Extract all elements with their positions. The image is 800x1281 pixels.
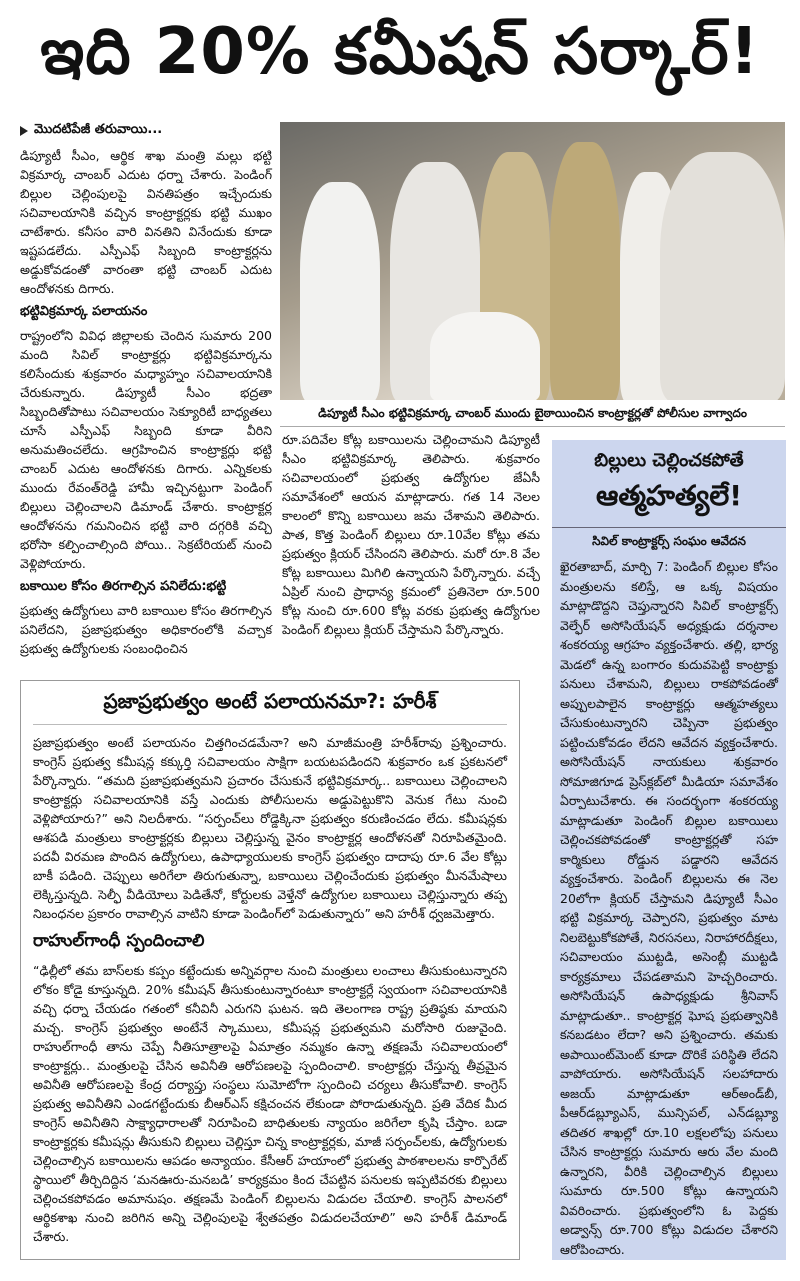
- continuation-label: మొదటిపేజీ తరువాయి...: [34, 122, 163, 137]
- sidebar-kicker: బిల్లులు చెల్లించకపోతే: [594, 450, 744, 471]
- news-photo: [280, 122, 785, 400]
- subheading-dues: బకాయిల కోసం తిరగాల్సిన పనిలేదు:భట్టి: [20, 579, 227, 594]
- intro-paragraph: డిప్యూటీ సీఎం, ఆర్థిక శాఖ మంత్రి మల్లు భట్టి విక్రమార్క చాంబర్ ఎదుట ధర్నా చేశారు. పెండింగ్ బిల్లుల చెల్లింపులపై వినతిపత్రం ఇచ్చేందుకు సచివాలయానికి వచ్చిన కాంట్రాక్టర్లకు భట్టి ముఖం చాటేశారు. కనీసం వారి వినతిని వినేందుకు కూడా ఇష్టపడలేదు. ఎస్పీఎఫ్ సిబ్బంది కాంట్రాక్టర్లను అడ్డుకోవడంతో వారంతా భట్టి చాంబర్ ఎదుట ఆందోళనకు దిగారు.: [20, 148, 272, 296]
- middle-column: [282, 430, 540, 639]
- sidebar-story: [552, 440, 786, 1260]
- middle-paragraph: రూ.పదివేల కోట్ల బకాయిలను చెల్లించామని డిప్యూటీ సీఎం భట్టివిక్రమార్క తెలిపారు. శుక్రవారం సచివాలయంలో ప్రభుత్వ ఉద్యోగుల జేఏసీ సమావేశంలో ఆయన మాట్లాడారు. గత 14 నెలల కాలంలో కొన్ని బకాయిలు జమ చేశామని తెలిపారు. పాత, కొత్త పెండింగ్ బిల్లులు రూ.10వేల కోట్లు తమ ప్రభుత్వం క్లియర్ చేసిందని తెలిపారు. మరో రూ.8 వేల కోట్ల బకాయిలు మిగిలి ఉన్నాయని పేర్కొన్నారు. వచ్చే ఏప్రిల్ నుంచి ప్రాధాన్య క్రమంలో ప్రతినెలా రూ.500 కోట్ల నుంచి రూ.600 కోట్ల వరకు ప్రభుత్వ ఉద్యోగుల పెండింగ్ బిల్లులు క్లియర్ చేస్తామని పేర్కొన్నారు.: [282, 432, 540, 637]
- harish-paragraph-1: ప్రజాప్రభుత్వం అంటే పలాయనం చిత్తగించడమేనా? అని మాజీమంత్రి హరీశ్‌రావు ప్రశ్నించారు. కాంగ్రెస్ ప్రభుత్వ కమీషన్ల కక్కుర్తి సచివాలయం సాక్షిగా బయటపడిందని శుక్రవారం ఒక ప్రకటనలో పేర్కొన్నారు. “తమది ప్రజాప్రభుత్వమని ప్రచారం చేసుకునే భట్టివిక్రమార్క.. బకాయిలు చెల్లించాలని కాంట్రాక్టర్లు సచివాలయానికి వస్తే ఎందుకు పోలీసులను అడ్డుపెట్టుకొని వెనుక గేటు నుంచి వెళ్లిపోయారు?” అని నిలదీశారు. “సర్పంచ్‌లు రోడ్డెక్కినా ప్రభుత్వం కరుణించడం లేదు. కమీషన్లకు ఆశపడి మంత్రులు కాంట్రాక్టర్లకు బిల్లులు చెల్లిస్తున్న వైనం కాంట్రాక్టర్ల ఆందోళనతో నిరూపితమైంది. పదవీ విరమణ పొందిన ఉద్యోగులు, ఉపాధ్యాయులకు కాంగ్రెస్ ప్రభుత్వం దాదాపు రూ.6 వేల కోట్లు బాకీ పడింది. చెప్పులు అరిగేలా తిరుగుతున్నా, బకాయిలు చెల్లించేందుకు ప్రభుత్వం మీనమేషాలు లెక్కిస్తున్నది. సెల్ఫీ వీడియోలు పెడితేనో, కోర్టులకు వెళ్తేనో ఉద్యోగుల బకాయిలు చెల్లిస్తున్నారు తప్ప నిబంధనల ప్రకారం రావాల్సిన వాటిని కూడా పెండింగ్‌లో పెడుతున్నారు” అని హరీశ్ ధ్వజమెత్తారు.: [33, 735, 507, 921]
- sidebar-subheading: సివిల్ కాంట్రాక్టర్స్ సంఘం ఆవేదన: [552, 527, 786, 551]
- subheading-flight: భట్టివిక్రమార్క పలాయనం: [20, 304, 148, 319]
- flight-paragraph: రాష్ట్రంలోని వివిధ జిల్లాలకు చెందిన సుమారు 200 మంది సివిల్ కాంట్రాక్టర్లు భట్టివిక్రమార్కను కలిసేందుకు శుక్రవారం మధ్యాహ్నం సచివాలయానికి చేరుకున్నారు. డిప్యూటీ సీఎం భద్రతా సిబ్బందితోపాటు సచివాలయం సెక్యూరిటీ బాధ్యతలు చూసే ఎస్పీఎఫ్ సిబ్బంది కూడా వీరిని అనుమతించలేదు. ఆగ్రహించిన కాంట్రాక్టర్లు భట్టి చాంబర్ ఎదుట ఆందోళనకు దిగారు. ఎన్నికలకు ముందు రేవంత్‌రెడ్డి హామీ ఇచ్చినట్టుగా పెండింగ్ బిల్లులు చెల్లించాలని డిమాండ్ చేశారు. కాంట్రాక్టర్ల ఆందోళనను గమనించిన భట్టి వారి దగ్గరికి వచ్చి భరోసా కల్పించాల్సింది పోయి.. సెక్రటేరియట్ నుంచి వెళ్లిపోయారు.: [20, 328, 272, 571]
- harish-story-box: [20, 680, 520, 1260]
- sidebar-headline: ఆత్మహత్యలే!: [596, 479, 742, 512]
- harish-subheading: రాహుల్‌గాంధీ స్పందించాలి: [33, 931, 205, 951]
- sidebar-paragraph: ఖైరతాబాద్, మార్చి 7: పెండింగ్ బిల్లుల కోసం మంత్రులను కలిస్తే, ఆ ఒక్క విషయం మాట్లాడొద్దని చెప్తున్నారని సివిల్ కాంట్రాక్టర్స్ వెల్ఫేర్ అసోసియేషన్ అధ్యక్షుడు దర్శనాల శంకరయ్య ఆగ్రహం వ్యక్తంచేశారు. తల్లి, భార్య మెడలో ఉన్న బంగారం కుదువపెట్టి కాంట్రాక్టు పనులు చేశామని, బిల్లులు రాకపోవడంతో అప్పులపాలైన కాంట్రాక్టర్లు ఆత్మహత్యలు చేసుకుంటున్నారని చెప్పినా ప్రభుత్వం పట్టించుకోవడం లేదని ఆవేదన వ్యక్తంచేశారు. అసోసియేషన్ నాయకులు శుక్రవారం సోమాజిగూడ ప్రెస్‌క్లబ్‌లో మీడియా సమావేశం ఏర్పాటుచేశారు. ఈ సందర్భంగా శంకరయ్య మాట్లాడుతూ పెండింగ్ బిల్లుల బకాయిలు చెల్లించకపోవడంతో కాంట్రాక్టర్లతో సహ కార్మికులు రోడ్డున పడ్డారని ఆవేదన వ్యక్తంచేశారు. పెండింగ్ బిల్లులను ఈ నెల 20లోగా క్లియర్ చేస్తామని డిప్యూటీ సీఎం భట్టి విక్రమార్క చెప్పారని, ప్రభుత్వం మాట నిలబెట్టుకోకపోతే, నిరసనలు, నిరాహారదీక్షలు, సచివాలయం ముట్టడి, అసెంబ్లీ ముట్టడి కార్యక్రమాలు చేపడతామని హెచ్చరించారు. అసోసియేషన్ ఉపాధ్యక్షుడు శ్రీనివాస్ మాట్లాడుతూ.. కాంట్రాక్టర్ల ఘోష ప్రభుత్వానికి కనబడటం లేదా? అని ప్రశ్నించారు. తమకు అపాయింట్‌మెంట్ కూడా దొరికే పరిస్థితి లేదని వాపోయారు. అసోసియేషన్ సలహాదారు అజయ్ మాట్లాడుతూ ఆర్‌అండ్‌బీ, పీఆర్‌డబ్ల్యూఎస్, మున్సిపల్, ఎన్‌డబ్ల్యూ తదితర శాఖల్లో రూ.10 లక్షలలోపు పనులు చేసిన కాంట్రాక్టర్లు సుమారు ఆరు వేల మంది ఉన్నారని, వీరికి చెల్లించాల్సిన బిల్లులు సుమారు రూ.500 కోట్లు ఉన్నాయని వివరించారు. ప్రభుత్వంలోని ఓ పెద్దకు అడ్వాన్స్ రూ.700 కోట్లు విడుదల చేశారని ఆరోపించారు.: [560, 559, 778, 1257]
- left-column: [20, 122, 272, 658]
- dues-paragraph: ప్రభుత్వ ఉద్యోగులు వారి బకాయిల కోసం తిరగాల్సిన పనిలేదని, ప్రజాప్రభుత్వం అధికారంలోకి వచ్చాక ప్రభుత్వ ఉద్యోగులకు సంబంధించిన: [20, 603, 272, 656]
- harish-title: ప్రజాప్రభుత్వం అంటే పలాయనమా?: హరీశ్: [33, 689, 507, 725]
- harish-paragraph-2: “ఢిల్లీలో తమ బాస్‌లకు కప్పం కట్టేందుకు అన్నివర్గాల నుంచి మంత్రులు లంచాలు తీసుకుంటున్నారని లోకం కోడై కూస్తున్నది. 20% కమీషన్ తీసుకుంటున్నారంటూ కాంట్రాక్టర్లే స్వయంగా సచివాలయానికి వచ్చి ధర్నా చేయడం గతంలో కనీవినీ ఎరుగని ఘటన. ఇది తెలంగాణ రాష్ట్ర ప్రతిష్ఠకు మాయని మచ్చ. కాంగ్రెస్ ప్రభుత్వం అంటేనే స్కాములు, కమీషన్ల ప్రభుత్వమని మరోసారి రుజువైంది. రాహుల్‌గాంధీ తాను చెప్పే నీతిసూత్రాలపై ఏమాత్రం నమ్మకం ఉన్నా తక్షణమే సచివాలయంలో కాంట్రాక్టర్లు.. మంత్రులపై చేసిన అవినీతి ఆరోపణలపై స్పందించాలి. కాంట్రాక్టర్లు చేస్తున్న తీవ్రమైన అవినీతి ఆరోపణలపై కేంద్ర దర్యాప్తు సంస్థలు సుమోటోగా స్పందించి చర్యలు తీసుకోవాలి. కాంగ్రెస్ ప్రభుత్వ అవినీతిని ఎండగట్టేందుకు బీఆర్ఎస్ కక్షిచంచన లేకుండా పోరాడుతున్నది. ప్రతి వేదిక మీద కాంగ్రెస్ అవినీతిని సాక్ష్యాధారాలతో నిరూపించి బాధితులకు న్యాయం జరిగేలా కృషి చేస్తాం. బడా కాంట్రాక్టర్లకు కమీషన్లు తీసుకుని బిల్లులు చెల్లిస్తూ చిన్న కాంట్రాక్టర్లకు, మాజీ సర్పంచ్‌లకు, ఉద్యోగులకు చెల్లించాల్సిన బకాయిలను ఆపడం అన్యాయం. కేసీఆర్ హయాంలో ప్రభుత్వ పాఠశాలలను కార్పొరేట్ స్థాయిలో తీర్చిదిద్దిన ‘మనఊరు-మనబడి’ కార్యక్రమం కింద చేపట్టిన పనులకు ఇప్పటివరకు బిల్లులు చెల్లించకపోవడం అమానుషం. తక్షణమే పెండింగ్ బిల్లులను విడుదల చేయాలి. కాంగ్రెస్ పాలనలో ఆర్థికశాఖ నుంచి జరిగిన అన్ని చెల్లింపులపై శ్వేతపత్రం విడుదలచేయాలి” అని హరీశ్ డిమాండ్ చేశారు.: [33, 963, 507, 1244]
- main-headline: ఇది 20% కమీషన్ సర్కార్!: [40, 14, 760, 89]
- continuation-marker: [20, 122, 272, 140]
- arrow-right-icon: [20, 126, 28, 136]
- photo-caption: డిప్యూటీ సీఎం భట్టివిక్రమార్క చాంబర్ ముందు బైఠాయించిన కాంట్రాక్టర్లతో పోలీసుల వాగ్వాదం: [280, 402, 785, 427]
